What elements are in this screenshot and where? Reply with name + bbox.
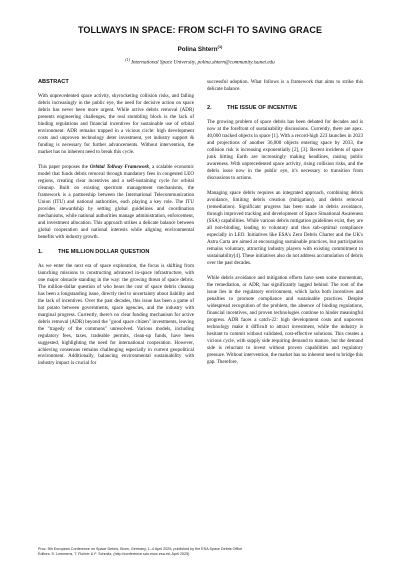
author-superscript: (1) — [217, 44, 223, 49]
section-2-paragraph-3: While debris avoidance and mitigation efforts have seen some momentum, the remediation, or ADR, has significantly lagged behind. The root of the issue lies in the regulatory environment, which lacks both incentives and penalties to promote compliance and sustainable practices. Despite widespread recognition of the problem, the absence of binding regulations, financial incentives, and proven technologies continue to hinder meaningful progress. ADR faces a catch-22: high development costs and unproven technology make it difficult to attract investment, while the industry is hesitant to commit without validated, cost-effective solutions. This creates a vicious cycle, with supply side requiring demand to mature, but the demand side is reluctant to invest without proven capabilities and regulatory pressure. Without intervention, the market has no inherent need to bridge this gap. Therefore, — [207, 275, 363, 365]
section-1-paragraph-1: As we enter the next era of space exploration, the focus is shifting from launching missions to constructing advanced in-space infrastructure, with one major obstacle standing in the way: the growing threat of space debris. The million-dollar question of who bears the cost of space debris cleanup has been a longstanding issue, directly tied to uncertainty about liability and the lack of incentives. Over the past decades, this issue has been a game of hot potato between governments, space agencies, and the industry with marginal progress. Currently, there's no clear funding mechanism for active debris removal (ADR) beyond the "good space citizen" investments, leaving the "tragedy of the commons" unresolved. Various models, including regulatory fees, taxes, tradeable permits, clean-up funds, have been suggested, highlighting the need for international cooperation. However, achieving consensus remains challenging especially in current geopolitical environment. Additionally, balancing environmental sustainability with industry impact is crucial for — [38, 263, 194, 367]
section-2-paragraph-1: The growing problem of space debris has been debated for decades and is now at the forefront of sustainability discussions. Currently, there are apex. 40,000 tracked objects in space [1]. With a record-high 223 launches in 2023 and projections of another 36,000 objects entering space by 2033, the collision risk is increasing exponentially [2], [3]. Recent incidents of space junk hitting Earth are increasingly making headlines, raising public awareness. With unprecedented space activity, rising collision risks, and the debris issue now in the public eye, it's necessary to transition from discussions to actions. — [207, 119, 363, 182]
author-line — [0, 44, 400, 53]
paper-title: TOLLWAYS IN SPACE: FROM SCI-FI TO SAVING GRACE — [77, 25, 323, 35]
section-2-number: 2. — [207, 105, 212, 112]
abstract-heading: ABSTRACT — [38, 79, 69, 85]
affiliation-line — [0, 57, 400, 66]
section-1-number: 1. — [38, 249, 43, 256]
section-1-continuation: successful adoption. What follows is a framework that aims to strike this delicate balance. — [207, 79, 363, 92]
abstract-p2-intro: This paper proposes the — [38, 164, 90, 171]
abstract-p2-body: , a scalable economic model that funds debris removal through mandatory fees in congested LEO regions, creating clear incentives and a self-sustaining cycle for orbital cleanup. Built on existing spectrum management mechanisms, the framework is a partnership between the International Telecommunication Union (ITU) and national authorities, each playing a key role. The ITU provides stewardship by setting global guidelines and coordination mechanisms, while national authorities manage administration, enforcement, and investment allocation. This approach strikes a delicate balance between global cooperation and national interests while aligning environmental benefits with industry growth. — [38, 164, 194, 240]
author-name: Polina Shtern — [177, 46, 218, 54]
affiliation-text: International Space University, polina.shtern@community.isunet.edu — [131, 59, 275, 66]
section-2-paragraph-2: Managing space debris requires an integrated approach, combining debris avoidance, limiting debris creation (mitigation), and debris removal (remediation). Significant progress has been made in debris avoidance, through improved tracking and development of Space Situational Awareness (SSA) capabilities. While various debris mitigation guidelines exist, they are all non-binding, leading to voluntary and thus sub-optimal compliance especially in LEO. Initiatives like ESA's Zero Debris Charter and the UK's Astra Carta are aimed at encouraging sustainable practices, but participation remains voluntary, attracting industry players with existing commitment to sustainability[4]. These initiatives also do not address accumulation of debris over the past decades. — [207, 190, 363, 267]
section-1-title: THE MILLION DOLLAR QUESTION — [58, 249, 150, 256]
abstract-paragraph-2 — [38, 164, 194, 240]
right-column — [207, 79, 363, 371]
page-footer — [38, 547, 368, 557]
framework-name: Orbital Tollway Framework — [89, 164, 149, 171]
abstract-paragraph-1: With unprecedented space activity, skyrocketing collision risks, and falling debris increasingly in the public eye, the need for decisive action on space debris has never been more urgent. While active debris removal (ADR) presents engineering challenges, the real stumbling block is the lack of binding regulations and financial incentives for sustainable use of orbital environment. ADR remains trapped in a vicious circle: high development costs and unproven technology deter investment, yet industry support & funding is necessary for further advancements. Without intervention, the market has no inherent need to break this cycle. — [38, 93, 194, 155]
footer-line-2: Editors: S. Lemmens, T. Flohrer & F. Schmitz, (http://conference.sdo.esoc.esa.int, April 2025) — [38, 552, 190, 556]
left-column — [38, 79, 194, 373]
footer-line-1: Proc. 9th European Conference on Space Debris, Bonn, Germany, 1–4 April 2025, published by the ESA Space Debris Office — [38, 547, 243, 551]
section-1-heading — [38, 249, 194, 255]
affiliation-superscript: (1) — [125, 57, 130, 62]
section-2-heading — [207, 105, 363, 111]
section-2-title: THE ISSUE OF INCENTIVE — [227, 105, 298, 112]
